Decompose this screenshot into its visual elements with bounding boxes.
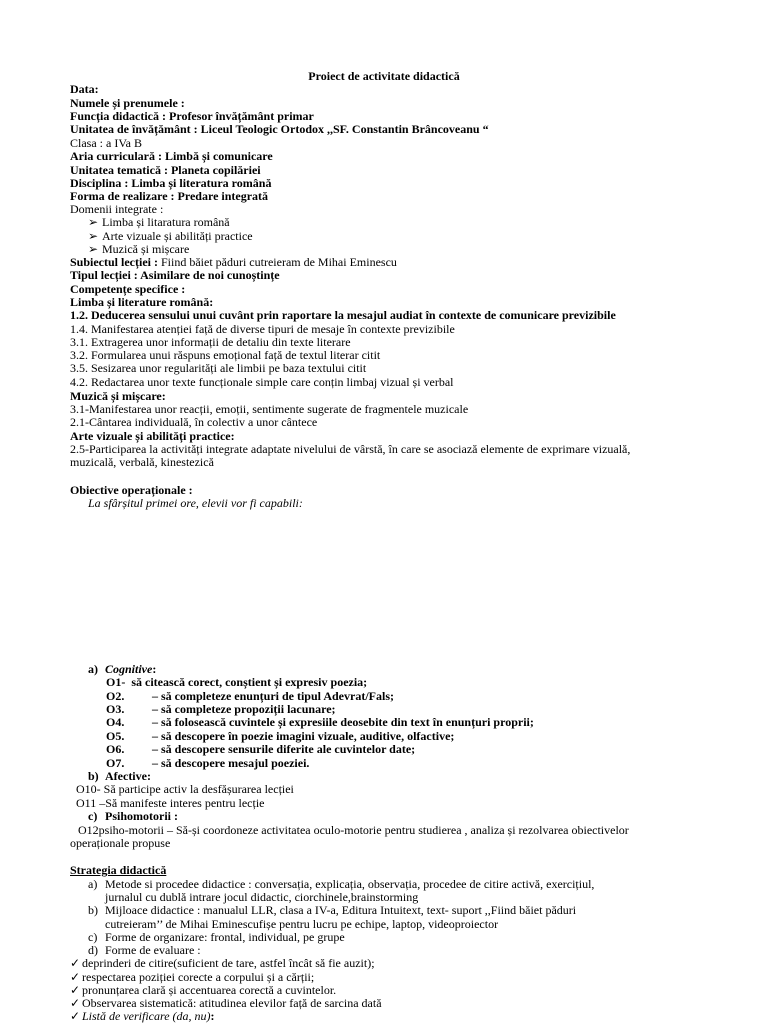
objective-code: O6. [106, 742, 125, 756]
limba-label: Limba și literature română: [70, 295, 214, 309]
arrow-bullet-icon: ➢ [88, 242, 99, 256]
unitatea-tematica-label: Unitatea tematică : [70, 163, 168, 177]
objective-item [106, 716, 534, 729]
checkmark-icon: ✓ [70, 983, 81, 997]
disciplina-label: Disciplina : [70, 176, 129, 190]
afective-item: O11 –Să manifeste interes pentru lecție [76, 796, 265, 810]
aria-value: Limbă și comunicare [164, 149, 273, 163]
muzica-competenta: 2.1-Cântarea individuală, în colectiv a unor cântece [70, 415, 318, 429]
checkmark-icon: ✓ [70, 956, 81, 970]
domenii-label: Domenii integrate : [70, 202, 164, 216]
objective-code: O3. [106, 702, 125, 716]
competenta-item: 3.1. Extragerea unor informații de detaliu din texte literare [70, 335, 351, 349]
strategia-marker: d) [88, 943, 98, 957]
arrow-bullet-icon: ➢ [88, 229, 99, 243]
functia-value: Profesor învățământ primar [169, 109, 314, 123]
afective-item: O10- Să participe activ la desfășurarea lecției [76, 782, 294, 796]
objective-text: – să completeze enunțuri de tipul Adevrat/Fals; [152, 689, 394, 703]
unitatea-line [70, 123, 489, 136]
strategia-marker: b) [88, 903, 98, 917]
aria-label: Aria curriculară : [70, 149, 162, 163]
psihomotorii-marker: c) [88, 809, 98, 823]
functia-label: Funcția didactică : [70, 109, 166, 123]
muzica-label: Muzică și mișcare: [70, 389, 166, 403]
arte-competenta-line1: 2.5-Participarea la activități integrate adaptate nivelului de vârstă, în care se asociază elemente de exprimare vizuală, [70, 442, 631, 456]
domenii-item-text: Limba și litaratura română [102, 215, 230, 229]
unitatea-tematica-value: Planeta copilăriei [170, 163, 261, 177]
subiectul-label: Subiectul lecției : [70, 255, 158, 269]
forma-label: Forma de realizare : [70, 189, 175, 203]
aria-line [70, 150, 273, 163]
tipul-line [70, 269, 280, 282]
competenta-item: 3.2. Formularea unui răspuns emoțional față de textul literar citit [70, 348, 381, 362]
cognitive-marker: a) [88, 662, 98, 676]
strategia-marker: c) [88, 930, 98, 944]
strategia-a-label: Metode si procedee didactice : [105, 877, 252, 891]
strategia-c-value: frontal, individual, pe grupe [210, 930, 345, 944]
evaluare-item-text: respectarea poziției corecte a corpului și a cărții; [82, 970, 315, 984]
arte-competenta-line2: muzicală, verbală, kinestezică [70, 455, 214, 469]
checkmark-icon: ✓ [70, 996, 81, 1010]
objective-text: – să descopere în poezie imagini vizuale, auditive, olfactive; [152, 729, 455, 743]
cognitive-label: Cognitive [105, 662, 153, 676]
muzica-competenta: 3.1-Manifestarea unor reacții, emoții, sentimente sugerate de fragmentele muzicale [70, 402, 469, 416]
domenii-item-text: Muzică și mișcare [102, 242, 190, 256]
strategia-a-line2: jurnalul cu dublă intrare jocul didactic, ciorchinele,brainstorming [105, 890, 419, 904]
strategia-d-label: Forme de evaluare : [105, 943, 201, 957]
objective-code: O4. [106, 715, 125, 729]
tipul-label: Tipul lecției : [70, 268, 138, 282]
obiective-label: Obiective operaționale : [70, 483, 193, 497]
lista-verificare-item [70, 1010, 215, 1023]
arte-label: Arte vizuale și abilități practice: [70, 429, 235, 443]
unitatea-value: Liceul Teologic Ortodox ,,SF. Constantin Brâncoveanu “ [200, 122, 489, 136]
competenta-item: 4.2. Redactarea unor texte funcționale simple care conțin limbaj vizual și verbal [70, 375, 454, 389]
objective-text: să citească corect, conștient și expresiv poezia; [131, 675, 368, 689]
competenta-item: 3.5. Sesizarea unor regularități ale limbii pe baza textului citit [70, 361, 367, 375]
document-title: Proiect de activitate didactică [308, 69, 460, 83]
disciplina-value: Limba și literatura română [131, 176, 272, 190]
psihomotorii-heading [88, 810, 178, 823]
clasa-line: Clasa : a IVa B [70, 136, 142, 150]
domenii-item-text: Arte vizuale și abilități practice [102, 229, 253, 243]
objective-text: – să folosească cuvintele și expresiile deosebite din text în enunțuri proprii; [152, 715, 534, 729]
evaluare-item-text: pronunțarea clară și accentuarea corectă a cuvintelor. [82, 983, 337, 997]
strategia-b-label: Mijloace didactice : [105, 903, 201, 917]
strategia-marker: a) [88, 877, 98, 891]
subiectul-value: Fiind băiet păduri cutreieram de Mihai Eminescu [160, 255, 397, 269]
numele-label: Numele și prenumele : [70, 96, 185, 110]
strategia-c-label: Forme de organizare: [105, 930, 208, 944]
data-label: Data: [70, 82, 99, 96]
tipul-value: Asimilare de noi cunoștințe [140, 268, 280, 282]
psihomotorii-line1: O12psiho-motorii – Să-și coordoneze activitatea oculo-motorie pentru studierea , analiza și rezolvarea obiectivelor [78, 823, 629, 837]
domenii-item [88, 216, 230, 229]
objective-code: O1- [106, 675, 126, 689]
obiective-intro: La sfârșitul primei ore, elevii vor fi capabili: [88, 496, 303, 510]
objective-code: O7. [106, 756, 125, 770]
lista-verificare-colon: : [210, 1009, 215, 1023]
checkmark-icon: ✓ [70, 970, 81, 984]
strategia-b-line1: manualul LLR, clasa a IV-a, Editura Intuitext, text- suport ,,Fiind băiet păduri [203, 903, 577, 917]
competenta-item: 1.2. Deducerea sensului unui cuvânt prin raportare la mesajul audiat în contexte de comunicare previzibile [70, 308, 616, 322]
lista-verificare-label: Listă de verificare [82, 1009, 170, 1023]
afective-marker: b) [88, 769, 99, 783]
objective-item [106, 743, 415, 756]
arrow-bullet-icon: ➢ [88, 215, 99, 229]
strategia-b-line2: cutreieram’’ de Mihai Eminescufișe pentru lucru pe echipe, laptop, videoproiector [105, 917, 499, 931]
evaluare-item-text: Observarea sistematică: atitudinea elevilor față de sarcina dată [82, 996, 382, 1010]
objective-item [106, 676, 367, 689]
objective-text: – să descopere mesajul poeziei. [152, 756, 310, 770]
lista-verificare-value: (da, nu) [172, 1009, 211, 1023]
objective-text: – să descopere sensurile diferite ale cuvintelor date; [152, 742, 416, 756]
strategia-item-b [88, 904, 576, 917]
objective-code: O5. [106, 729, 125, 743]
checkmark-icon: ✓ [70, 1009, 81, 1023]
evaluare-item [70, 957, 375, 970]
psihomotorii-line2: operaționale propuse [70, 836, 171, 850]
competente-label: Competențe specifice : [70, 282, 186, 296]
evaluare-item-text: deprinderi de citire(suficient de tare, astfel încât să fie auzit); [82, 956, 375, 970]
objective-text: – să completeze propoziții lacunare; [152, 702, 336, 716]
strategia-a-line1: conversația, explicația, observația, procedee de citire activă, exercițiul, [254, 877, 595, 891]
strategia-label: Strategia didactică [70, 863, 167, 877]
cognitive-heading: a) Cognitive: [88, 662, 157, 676]
forma-value: Predare integrată [177, 189, 269, 203]
psihomotorii-label: Psihomotorii : [105, 809, 178, 823]
unitatea-label: Unitatea de învățământ : [70, 122, 198, 136]
afective-label: Afective: [105, 769, 151, 783]
competenta-item: 1.4. Manifestarea atenției față de diverse tipuri de mesaje în contexte previzibile [70, 322, 455, 336]
objective-code: O2. [106, 689, 125, 703]
